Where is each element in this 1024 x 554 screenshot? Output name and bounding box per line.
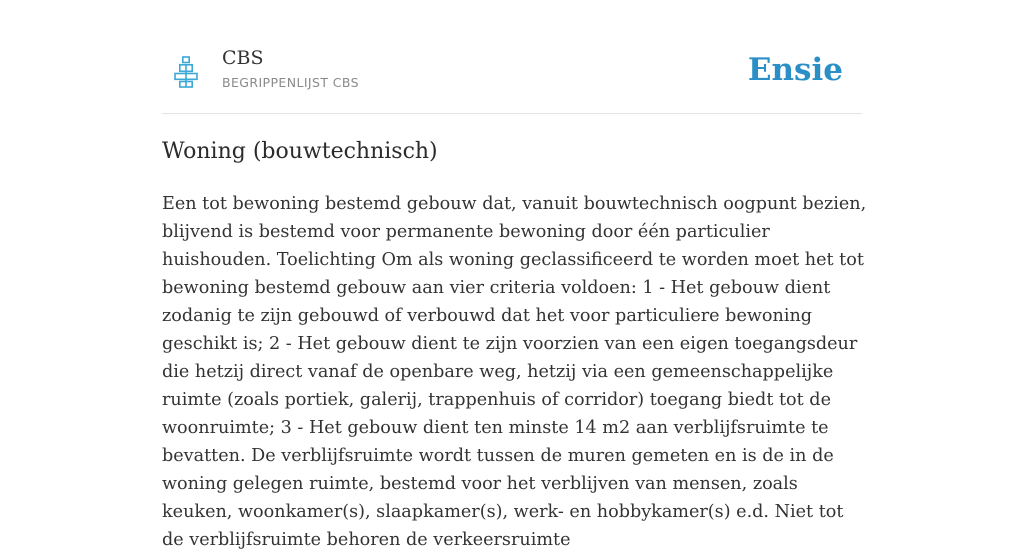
ensie-brand-logo[interactable]: Ensie (747, 52, 843, 88)
cbs-logo-icon-graphic (174, 56, 198, 88)
cbs-logo-icon[interactable] (174, 56, 198, 88)
organization-subtitle[interactable]: BEGRIPPENLIJST CBS (222, 75, 359, 90)
definition-text: Een tot bewoning bestemd gebouw dat, vanuit bouwtechnisch oogpunt bezien, blijvend is bestemd voor permanente bewoning door één particulier huishouden. Toelichting Om als woning geclassificeerd te worden moet het tot bewoning bestemd gebouw aan vier criteria voldoen: 1 - Het gebouw dient zodanig te zijn gebouwd of verbouwd dat het voor particuliere bewoning geschikt is; 2 - Het gebouw dient te zijn voorzien van een eigen toegangsdeur die hetzij direct vanaf de openbare weg, hetzij via een gemeenschappelijke ruimte (zoals portiek, galerij, trappenhuis of corridor) toegang biedt tot de woonruimte; 3 - Het gebouw dient ten minste 14 m2 aan verblijfsruimte te bevatten. De verblijfsruimte wordt tussen de muren gemeten en is de in de woning gelegen ruimte, bestemd voor het verblijven van mensen, zoals keuken, woonkamer(s), slaapkamer(s), werk- en hobbykamer(s) e.d. Niet tot de verblijfsruimte behoren de verkeersruimte (162, 194, 867, 550)
header (162, 28, 862, 114)
page-title: Woning (bouwtechnisch) (162, 139, 438, 164)
organization-name[interactable]: CBS (222, 47, 264, 69)
